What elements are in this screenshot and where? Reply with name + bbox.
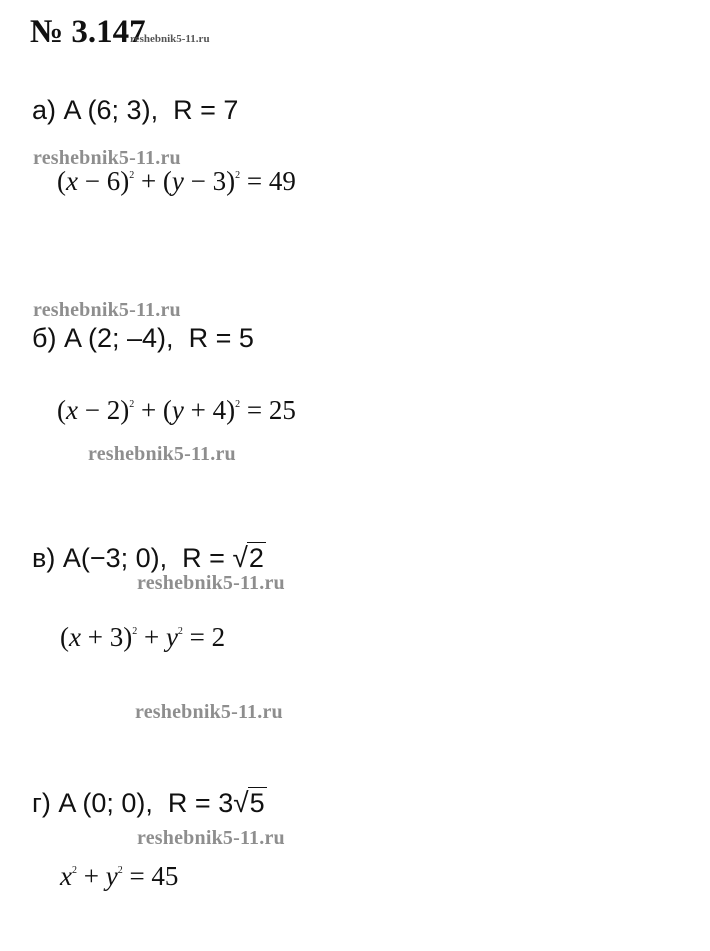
- problem-number: № 3.147: [30, 14, 146, 50]
- part-b-condition: [32, 323, 254, 354]
- part-d-radical: 3√5: [218, 787, 265, 818]
- part-a-equation: $(x - 6)^2 + (y - 3)^2 = 49$: [57, 166, 296, 196]
- part-c-condition: [32, 542, 266, 574]
- part-d-condition: [32, 787, 267, 819]
- watermark: reshebnik5-11.ru: [33, 147, 181, 169]
- part-c-label: в): [32, 543, 56, 573]
- part-a-label: а): [32, 95, 57, 125]
- part-d-point: A (0; 0),: [58, 788, 153, 818]
- part-d-radius: R =: [167, 788, 211, 818]
- part-b-equation: $(x - 2)^2 + (y + 4)^2 = 25$: [57, 395, 296, 425]
- header-watermark: reshebnik5-11.ru: [130, 33, 210, 45]
- watermark: reshebnik5-11.ru: [33, 299, 181, 321]
- part-b-point: A (2; –4),: [63, 323, 174, 353]
- watermark: reshebnik5-11.ru: [137, 827, 285, 849]
- part-c-radical: √2: [232, 542, 264, 573]
- sqrt-sign-icon: √: [232, 542, 248, 573]
- watermark: reshebnik5-11.ru: [135, 701, 283, 723]
- part-b-label: б): [32, 323, 57, 353]
- part-a-radius: R = 7: [173, 95, 239, 125]
- part-b-radius: R = 5: [188, 323, 254, 353]
- part-c-point: A(−3; 0),: [62, 543, 168, 573]
- part-a-point: A (6; 3),: [63, 95, 159, 125]
- part-c-equation: $(x + 3)^2 + y^2 = 2$: [60, 622, 226, 652]
- watermark: reshebnik5-11.ru: [88, 443, 236, 465]
- sqrt-sign-icon: √: [233, 787, 249, 818]
- part-a-condition: [32, 95, 238, 126]
- part-c-radius: R =: [182, 543, 225, 573]
- watermark: reshebnik5-11.ru: [137, 572, 285, 594]
- part-d-equation: $x^2 + y^2 = 45$: [60, 861, 179, 891]
- part-d-label: г): [32, 788, 51, 818]
